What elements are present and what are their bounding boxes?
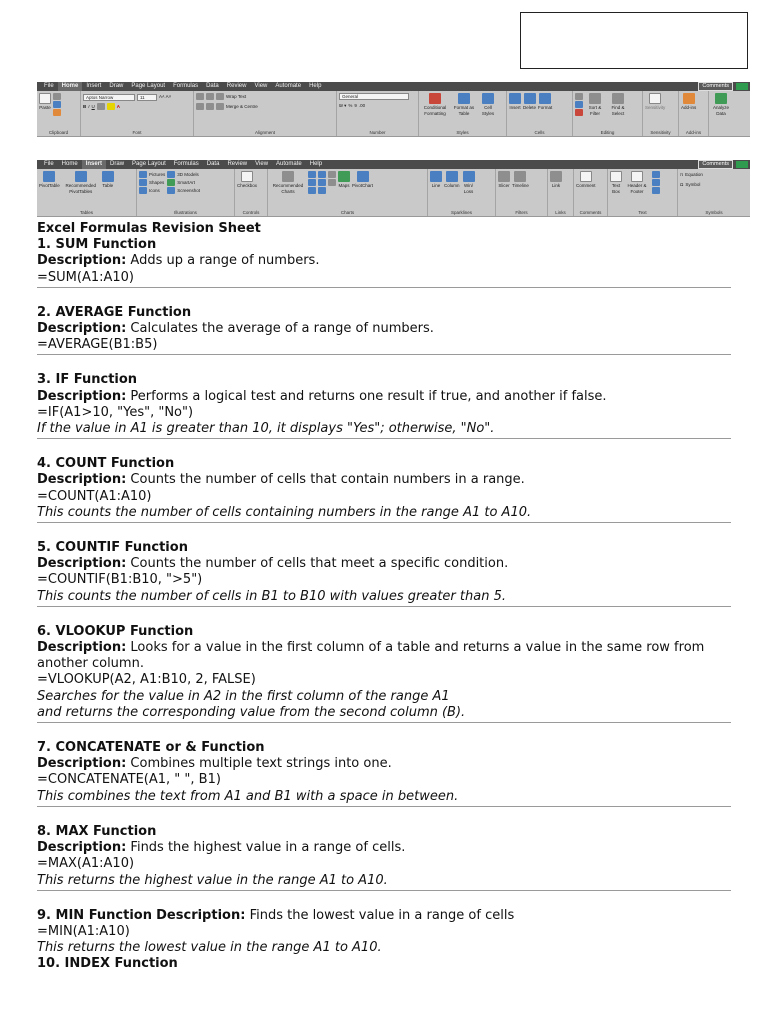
tab-automate[interactable]: Automate — [276, 161, 302, 167]
sparkline-line-icon — [430, 171, 442, 182]
group-label-text: Text — [638, 210, 647, 215]
pivottable-icon — [43, 171, 55, 182]
cut-icon[interactable] — [53, 93, 61, 100]
addins-icon — [683, 93, 695, 104]
section-heading-index: 10. INDEX Function — [37, 956, 178, 972]
section-vlookup — [37, 624, 731, 723]
align-top-icon[interactable] — [196, 93, 204, 100]
line-chart-icon[interactable] — [308, 179, 316, 186]
format-table-label: Format as Table — [453, 105, 475, 116]
group-label-styles: Styles — [456, 130, 469, 135]
group-tables — [37, 169, 137, 216]
timeline-icon — [514, 171, 526, 182]
group-clipboard — [37, 91, 81, 136]
maps-icon — [338, 171, 350, 182]
combo-chart-icon[interactable] — [328, 179, 336, 186]
addins-label: Add-ins — [681, 105, 697, 110]
description-label: Description: — [37, 756, 127, 772]
section-heading: 2. AVERAGE Function — [37, 304, 192, 320]
comment-icon — [580, 171, 592, 182]
scatter-chart-icon[interactable] — [318, 187, 326, 194]
tab-help[interactable]: Help — [309, 83, 322, 89]
section-note: This returns the highest value in the range A1 to A10. — [37, 872, 388, 888]
section-formula: =IF(A1>10, "Yes", "No") — [37, 404, 194, 420]
decimal-icon[interactable]: .00 — [358, 103, 366, 108]
group-symbols — [678, 169, 750, 216]
document-title: Excel Formulas Revision Sheet — [37, 221, 261, 236]
italic-icon[interactable]: I — [88, 104, 90, 109]
group-label-editing: Editing — [600, 130, 615, 135]
format-cells-icon — [539, 93, 551, 104]
paste-button[interactable] — [39, 93, 51, 111]
link-label: Link — [551, 183, 561, 188]
header-footer-icon — [631, 171, 643, 182]
group-label-comments: Comments — [579, 210, 602, 215]
sort-filter-label: Sort & Filter — [588, 105, 602, 116]
delete-cells-icon — [524, 93, 536, 104]
pictures-icon — [139, 171, 147, 178]
textbox-button[interactable] — [610, 171, 622, 194]
section-heading: 9. MIN Function — [37, 907, 152, 923]
equation-icon: π — [680, 172, 684, 177]
sort-filter-button[interactable] — [585, 93, 605, 116]
description-label: Description: — [37, 472, 127, 488]
currency-icon[interactable]: ₪ ▾ — [339, 103, 347, 108]
slicer-label: Slicer — [498, 183, 510, 188]
group-analyze — [709, 91, 737, 136]
ribbon-insert — [37, 160, 750, 217]
group-label-tables: Tables — [79, 210, 93, 215]
group-filters — [496, 169, 548, 216]
group-illustrations — [137, 169, 235, 216]
3d-models-button[interactable]: 3D Models — [177, 172, 199, 177]
font-name-select[interactable]: Aptos Narrow — [83, 94, 135, 101]
group-label-illustrations: Illustrations — [174, 210, 197, 215]
pivotchart-label: PivotChart — [352, 183, 374, 188]
bold-icon[interactable]: B — [83, 104, 87, 109]
group-label-symbols: Symbols — [705, 210, 723, 215]
section-description — [37, 640, 731, 672]
tab-data[interactable]: Data — [206, 83, 219, 89]
comments-button[interactable]: Comments — [698, 160, 733, 169]
group-label-links: Links — [555, 210, 566, 215]
shapes-icon — [139, 179, 147, 186]
comment-label: Comment — [576, 183, 596, 188]
timeline-label: Timeline — [512, 183, 529, 188]
section-heading: 6. VLOOKUP Function — [37, 623, 194, 639]
format-as-table-button[interactable] — [451, 93, 477, 116]
smartart-button[interactable]: SmartArt — [177, 180, 196, 185]
group-styles — [419, 91, 507, 136]
addins-button[interactable] — [681, 93, 696, 111]
screenshot-icon — [167, 187, 175, 194]
underline-icon[interactable]: U — [91, 104, 95, 109]
format-cells-button[interactable] — [538, 93, 552, 111]
share-button[interactable] — [736, 83, 748, 90]
group-label-addins: Add-ins — [685, 130, 702, 135]
section-min — [37, 908, 731, 974]
tab-draw[interactable]: Draw — [110, 161, 125, 167]
align-center-icon[interactable] — [206, 103, 214, 110]
group-links — [548, 169, 574, 216]
group-controls — [235, 169, 268, 216]
section-formula: =MIN(A1:A10) — [37, 923, 130, 939]
group-label-font: Font — [132, 130, 142, 135]
paste-label: Paste — [39, 105, 51, 110]
section-heading: 4. COUNT Function — [37, 456, 175, 472]
section-description — [37, 472, 731, 488]
maps-button[interactable] — [338, 171, 350, 189]
pivotchart-button[interactable] — [352, 171, 373, 189]
section-note-2: and returns the corresponding value from the second column (B). — [37, 704, 466, 720]
format-table-icon — [458, 93, 470, 104]
smartart-icon — [167, 179, 175, 186]
group-sparklines — [428, 169, 496, 216]
recommended-charts-button[interactable] — [270, 171, 306, 194]
section-note: This returns the lowest value in the range A1 to A10. — [37, 940, 382, 956]
slicer-icon — [498, 171, 510, 182]
tab-formulas[interactable]: Formulas — [173, 161, 199, 167]
fill-icon[interactable] — [575, 101, 583, 108]
section-sum — [37, 237, 731, 288]
grow-font-icon[interactable]: A˄ A˅ — [159, 94, 172, 99]
section-count — [37, 456, 731, 523]
share-button[interactable] — [736, 161, 748, 168]
textbox-icon — [610, 171, 622, 182]
description-text: Performs a logical test and returns one result if true, and another if false. — [130, 388, 607, 404]
group-sensitivity — [643, 91, 679, 136]
section-heading: 7. CONCATENATE or & Function — [37, 740, 265, 756]
section-countif — [37, 540, 731, 607]
table-button[interactable] — [102, 171, 114, 189]
wordart-icon[interactable] — [652, 171, 660, 178]
description-label: Description: — [156, 907, 246, 923]
link-icon — [550, 171, 562, 182]
pivottable-button[interactable] — [39, 171, 60, 189]
icons-button[interactable]: Icons — [149, 188, 160, 193]
align-middle-icon[interactable] — [206, 93, 214, 100]
section-note: This counts the number of cells containing numbers in the range A1 to A10. — [37, 504, 532, 520]
description-label: Description: — [37, 840, 127, 856]
waterfall-chart-icon[interactable] — [328, 171, 336, 178]
link-button[interactable] — [550, 171, 562, 189]
tab-view[interactable]: View — [255, 161, 269, 167]
section-heading: 1. SUM Function — [37, 237, 157, 253]
ribbon-menubar — [37, 82, 750, 91]
autosum-icon[interactable] — [575, 93, 583, 100]
tab-insert[interactable]: Insert — [86, 83, 102, 89]
group-alignment — [194, 91, 337, 136]
section-formula: =CONCATENATE(A1, " ", B1) — [37, 772, 221, 788]
conditional-formatting-button[interactable] — [421, 93, 449, 116]
tab-review[interactable]: Review — [226, 83, 247, 89]
comma-icon[interactable]: 9 — [354, 103, 357, 108]
tab-home[interactable]: Home — [61, 161, 78, 167]
tab-view[interactable]: View — [254, 83, 268, 89]
section-if — [37, 372, 731, 439]
analyze-data-button[interactable] — [711, 93, 731, 116]
signature-icon[interactable] — [652, 179, 660, 186]
group-editing — [573, 91, 643, 136]
group-label-number: Number — [369, 130, 386, 135]
group-comments — [574, 169, 608, 216]
header-footer-label: Header & Footer — [627, 183, 647, 194]
tab-file[interactable]: File — [44, 83, 54, 89]
fill-color-icon[interactable] — [107, 103, 115, 110]
copy-icon[interactable] — [53, 101, 61, 108]
section-average — [37, 305, 731, 356]
sparkline-line-button[interactable] — [430, 171, 442, 189]
tab-home[interactable]: Home — [58, 82, 83, 91]
document-body — [37, 221, 731, 974]
group-label-filters: Filters — [515, 210, 528, 215]
delete-cells-label: Delete — [523, 105, 537, 110]
find-select-label: Find & Select — [611, 105, 625, 116]
group-number — [337, 91, 419, 136]
description-label: Description: — [37, 640, 127, 656]
sensitivity-icon — [649, 93, 661, 104]
cell-styles-button[interactable] — [479, 93, 497, 116]
sparkline-column-button[interactable] — [444, 171, 460, 189]
section-description — [37, 556, 731, 572]
font-color-icon[interactable]: A — [116, 104, 121, 109]
description-text: Combines multiple text strings into one. — [130, 756, 392, 772]
align-left-icon[interactable] — [196, 103, 204, 110]
section-heading: 5. COUNTIF Function — [37, 540, 188, 556]
tab-draw[interactable]: Draw — [109, 83, 124, 89]
group-text — [608, 169, 678, 216]
statistic-chart-icon[interactable] — [318, 179, 326, 186]
group-label-sensitivity: Sensitivity — [650, 130, 671, 135]
tab-formulas[interactable]: Formulas — [173, 83, 199, 89]
insert-cells-label: Insert — [509, 105, 521, 110]
section-description — [37, 389, 731, 405]
section-concatenate — [37, 740, 731, 807]
table-label: Table — [102, 183, 114, 188]
description-label: Description: — [37, 321, 127, 337]
description-text: Counts the number of cells that contain numbers in a range. — [130, 472, 525, 488]
description-text: Calculates the average of a range of numbers. — [130, 321, 434, 337]
checkbox-button[interactable] — [237, 171, 257, 189]
pictures-button[interactable]: Pictures — [149, 172, 166, 177]
cell-styles-icon — [482, 93, 494, 104]
section-max — [37, 824, 731, 891]
3d-models-icon — [167, 171, 175, 178]
section-heading: 8. MAX Function — [37, 823, 157, 839]
hierarchy-chart-icon[interactable] — [318, 171, 326, 178]
group-label-controls: Controls — [242, 210, 260, 215]
sort-filter-icon — [589, 93, 601, 104]
recommended-charts-icon — [282, 171, 294, 182]
sensitivity-label: Sensitivity — [645, 105, 666, 110]
group-charts — [268, 169, 428, 216]
pie-chart-icon[interactable] — [308, 187, 316, 194]
number-format-select[interactable]: General — [339, 93, 409, 100]
sparkline-column-label: Column — [444, 183, 460, 188]
column-chart-icon[interactable] — [308, 171, 316, 178]
analyze-data-label: Analyze Data — [712, 105, 729, 116]
equation-button[interactable]: Equation — [685, 172, 703, 177]
pivottable-label: PivotTable — [39, 183, 60, 188]
description-text: Finds the highest value in a range of cells. — [130, 840, 406, 856]
tab-page-layout[interactable]: Page Layout — [131, 83, 166, 89]
sparkline-winloss-icon — [463, 171, 475, 182]
section-formula: =VLOOKUP(A2, A1:B10, 2, FALSE) — [37, 672, 256, 688]
blank-box — [520, 12, 748, 69]
recommended-charts-label: Recommended Charts — [272, 183, 304, 194]
wrap-text-button[interactable]: Wrap Text — [226, 94, 247, 99]
paste-icon — [39, 93, 51, 104]
section-note: This combines the text from A1 and B1 with a space in between. — [37, 788, 459, 804]
tab-automate[interactable]: Automate — [275, 83, 302, 89]
checkbox-label: Checkbox — [237, 183, 258, 188]
pivotchart-icon — [357, 171, 369, 182]
icons-icon — [139, 187, 147, 194]
tab-data[interactable]: Data — [206, 161, 220, 167]
timeline-button[interactable] — [512, 171, 529, 189]
description-label: Description: — [37, 253, 127, 269]
tab-review[interactable]: Review — [227, 161, 248, 167]
tab-insert[interactable]: Insert — [82, 160, 106, 169]
ribbon-home-body — [37, 91, 750, 137]
recommended-pivottables-label: Recommended PivotTables — [65, 183, 97, 194]
cell-styles-label: Cell Styles — [481, 105, 495, 116]
section-description — [37, 756, 731, 772]
recommended-pivottables-button[interactable] — [62, 171, 100, 194]
sparkline-winloss-button[interactable] — [462, 171, 476, 194]
description-label: Description: — [37, 388, 127, 404]
symbol-icon: Ω — [680, 182, 684, 187]
maps-label: Maps — [338, 183, 350, 188]
section-heading-inline — [37, 908, 731, 924]
format-cells-label: Format — [538, 105, 553, 110]
tab-help[interactable]: Help — [309, 161, 323, 167]
sparkline-line-label: Line — [431, 183, 441, 188]
ribbon-home — [37, 82, 750, 137]
group-label-charts: Charts — [340, 210, 355, 215]
group-cells — [507, 91, 573, 136]
screenshot-button[interactable]: Screenshot — [177, 188, 201, 193]
merge-centre-button[interactable]: Merge & Centre — [226, 104, 258, 109]
section-formula: =MAX(A1:A10) — [37, 856, 135, 872]
group-font — [81, 91, 194, 136]
slicer-button[interactable] — [498, 171, 510, 189]
section-note: If the value in A1 is greater than 10, it displays "Yes"; otherwise, "No". — [37, 421, 495, 437]
sensitivity-button[interactable] — [645, 93, 665, 111]
section-heading: 3. IF Function — [37, 372, 138, 388]
comments-button[interactable]: Comments — [698, 82, 733, 91]
section-formula: =AVERAGE(B1:B5) — [37, 337, 158, 353]
recommended-pivottables-icon — [75, 171, 87, 182]
comment-button[interactable] — [576, 171, 596, 189]
insert-cells-button[interactable] — [509, 93, 521, 111]
group-addins — [679, 91, 709, 136]
object-icon[interactable] — [652, 187, 660, 194]
section-formula: =COUNT(A1:A10) — [37, 488, 152, 504]
section-description — [37, 840, 731, 856]
section-note: Searches for the value in A2 in the first column of the range A1 — [37, 688, 450, 704]
section-description — [37, 253, 731, 269]
group-label-alignment: Alignment — [254, 130, 275, 135]
indent-icon[interactable] — [216, 103, 224, 110]
description-text: Counts the number of cells that meet a specific condition. — [130, 556, 509, 572]
percent-icon[interactable]: % — [348, 103, 353, 108]
description-text: Looks for a value in the first column of a table and returns a value in the same row from another column. — [37, 640, 705, 672]
checkbox-icon — [241, 171, 253, 182]
group-label-cells: Cells — [534, 130, 545, 135]
delete-cells-button[interactable] — [523, 93, 536, 111]
group-label-sparklines: Sparklines — [450, 210, 472, 215]
find-select-button[interactable] — [607, 93, 629, 116]
orientation-icon[interactable] — [216, 93, 224, 100]
description-text: Adds up a range of numbers. — [130, 253, 320, 269]
section-description — [37, 321, 731, 337]
section-formula: =SUM(A1:A10) — [37, 269, 134, 285]
section-formula: =COUNTIF(B1:B10, ">5") — [37, 572, 203, 588]
tab-file[interactable]: File — [44, 161, 54, 167]
section-note: This counts the number of cells in B1 to B10 with values greater than 5. — [37, 588, 506, 604]
conditional-label: Conditional Formatting — [423, 105, 447, 116]
description-label: Description: — [37, 556, 127, 572]
textbox-label: Text Box — [611, 183, 621, 194]
group-label-clipboard: Clipboard — [48, 130, 69, 135]
find-select-icon — [612, 93, 624, 104]
ribbon-insert-body — [37, 169, 750, 217]
sparkline-winloss-label: Win/ Loss — [463, 183, 474, 194]
symbol-button[interactable]: Symbol — [685, 182, 701, 187]
conditional-formatting-icon — [429, 93, 441, 104]
ribbon-menubar-insert — [37, 160, 750, 169]
borders-icon[interactable] — [97, 103, 105, 110]
sparkline-column-icon — [446, 171, 458, 182]
table-icon — [102, 171, 114, 182]
analyze-data-icon — [715, 93, 727, 104]
shapes-button[interactable]: Shapes — [149, 180, 165, 185]
header-footer-button[interactable] — [624, 171, 650, 194]
description-text: Finds the lowest value in a range of cells — [249, 907, 515, 923]
insert-cells-icon — [509, 93, 521, 104]
font-size-select[interactable]: 11 — [137, 94, 157, 101]
format-painter-icon[interactable] — [53, 109, 61, 116]
tab-page-layout[interactable]: Page Layout — [132, 161, 166, 167]
clear-icon[interactable] — [575, 109, 583, 116]
